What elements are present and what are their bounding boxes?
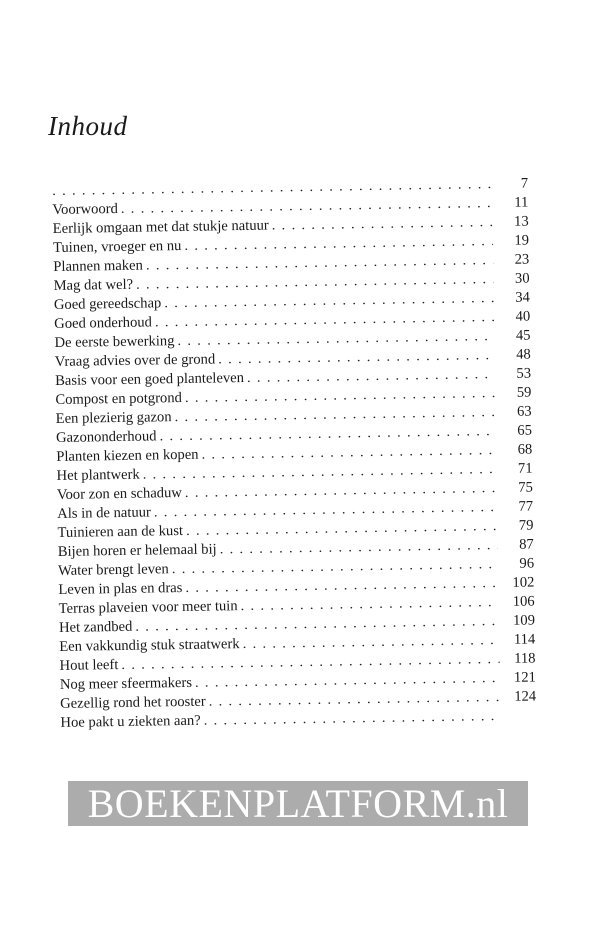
toc-entry-page: 87 (519, 536, 534, 553)
toc-entry-title: Hoe pakt u ziekten aan? . . . (60, 707, 500, 733)
toc-entry-title: Goed gereedschap . . . (54, 289, 494, 315)
toc-entry-title: Compost en potgrond . . . (55, 384, 495, 410)
toc-entry-title: Voorwoord . . . (52, 194, 492, 220)
toc-entry-page: 19 (514, 232, 530, 249)
table-of-contents (52, 175, 537, 731)
toc-entry-title: Bijen horen er helemaal bij . . . (58, 536, 498, 562)
toc-entry-page: 13 (513, 213, 529, 230)
toc-entry-title: Als in de natuur . . . (57, 498, 497, 524)
toc-entry-title: Tuinen, vroeger en nu . . . (53, 232, 493, 258)
toc-entry-title: Gezellig rond het rooster . . . (60, 688, 500, 714)
toc-entry-page: 40 (515, 308, 531, 325)
toc-entry-page: 121 (513, 669, 536, 686)
toc-entry-page: 11 (514, 194, 529, 211)
toc-entry-page: 45 (515, 327, 531, 344)
toc-entry-title: Gazononderhoud . . . (56, 422, 496, 448)
toc-entry-page: 7 (520, 175, 529, 192)
toc-entry-page: 71 (517, 460, 533, 477)
toc-entry-title: Water brengt leven . . . (58, 555, 498, 581)
toc-entry-page: 114 (513, 631, 536, 648)
toc-entry-title: Het zandbed . . . (59, 612, 499, 638)
toc-entry-page: 63 (516, 403, 532, 420)
toc-entry-title: Hout leeft . . . (59, 650, 499, 676)
toc-entry-page: 77 (518, 498, 534, 515)
toc-entry-page: 30 (514, 270, 530, 287)
toc-entry-title: Leven in plas en dras . . . (58, 574, 498, 600)
toc-titles-column (52, 175, 501, 733)
toc-entry-page: 75 (518, 479, 533, 496)
toc-entry-title: Terras plaveien voor meer tuin . . . (59, 593, 499, 619)
toc-entry-title: Het plantwerk . . . (56, 460, 496, 486)
watermark-banner: BOEKENPLATFORM.nl (68, 781, 528, 826)
toc-entry-title: De eerste bewerking . . . (54, 327, 494, 353)
toc-pages-column (492, 174, 578, 707)
page-title: Inhoud (48, 111, 128, 141)
toc-entry-page: 106 (512, 593, 535, 610)
toc-entry-title: Eerlijk omgaan met dat stukje natuur . . . (53, 213, 493, 239)
toc-entry-title: Nog meer sfeermakers . . . (60, 669, 500, 695)
toc-entry-title: Tuinieren aan de kust . . . (57, 517, 497, 543)
toc-entry-title: Een plezierig gazon . . . (56, 403, 496, 429)
toc-entry-title: Mag dat wel? . . . (53, 270, 493, 296)
toc-entry-page: 34 (515, 289, 530, 306)
toc-entry-page: 53 (516, 365, 532, 382)
toc-entry-page: 102 (512, 574, 535, 591)
toc-entry-page: 124 (514, 688, 537, 705)
toc-entry-page: 96 (519, 555, 535, 572)
toc-entry-page: 59 (516, 384, 532, 401)
toc-entry-page: 65 (517, 422, 533, 439)
toc-entry-title: Plannen maken . . . (53, 251, 493, 277)
toc-entry-page: 79 (518, 517, 534, 534)
toc-entry-title: Planten kiezen en kopen . . . (56, 441, 496, 467)
toc-entry-title: Vraag advies over de grond . . . (55, 346, 495, 372)
toc-entry-title: Basis voor een goed planteleven . . . (55, 365, 495, 391)
toc-entry-page: 68 (517, 441, 533, 458)
toc-entry-title: Voor zon en schaduw . . . (57, 479, 497, 505)
toc-entry-page: 23 (514, 251, 530, 268)
toc-entry-page: 109 (512, 612, 536, 629)
toc-entry-page: 118 (514, 650, 536, 667)
toc-entry-page: 48 (516, 346, 531, 363)
toc-entry-title: Een vakkundig stuk straatwerk . . . (59, 631, 499, 657)
toc-entry-title: Goed onderhoud . . . (54, 308, 494, 334)
